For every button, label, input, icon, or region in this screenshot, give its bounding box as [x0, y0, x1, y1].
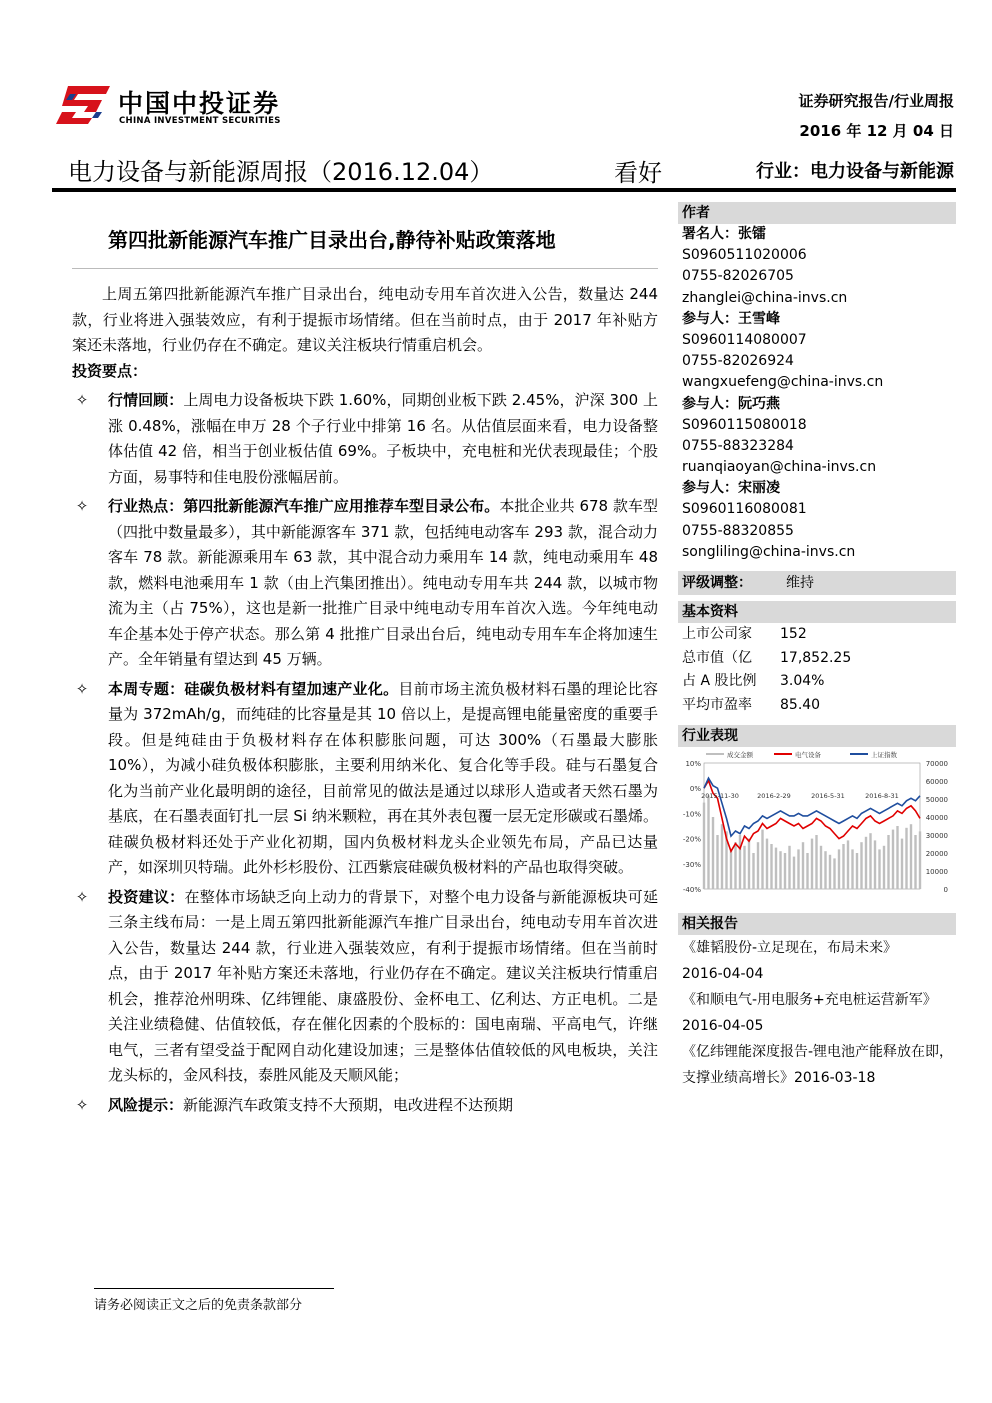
x-axis-tick-label: 2016-2-29	[757, 792, 791, 801]
right-axis-tick-label: 40000	[925, 814, 948, 822]
volume-bar	[856, 853, 858, 889]
subtitle-divider	[72, 268, 658, 269]
bullet-diamond-icon: ✧	[75, 1095, 89, 1114]
author-id: S0960511020006	[682, 247, 807, 264]
x-axis-tick-label: 2016-8-31	[865, 792, 899, 801]
volume-bar	[793, 857, 795, 889]
volume-bar	[901, 839, 903, 889]
right-axis-tick-label: 0	[943, 886, 948, 894]
volume-bar	[842, 844, 844, 889]
volume-bar	[865, 837, 867, 889]
volume-bar	[847, 840, 849, 889]
related-report-title[interactable]: 《亿纬锂能深度报告-锂电池产能释放在即，支撑业绩高增长》2016-03-18	[682, 1044, 954, 1086]
right-axis-tick-label: 10000	[925, 868, 948, 876]
bullet-text: 目前市场主流负极材料石墨的理论比容量为 372mAh/g，而纯硅的比容量是其 10 倍以上，是提高锂电能量密度的重要手段。但是纯硅由于负极材料存在体积膨胀问题，可达 300%（石墨最大膨胀 10%），为减小硅负极体积膨胀，主要利用纳米化、复合化等手段。硅与石墨复合化为当前产业化最明朗的途径，目前常见的做法是通过以球形人造或者天然石墨为基底，在石墨表面钉扎一层 Si 纳米颗粒，再在其外表包覆一层无定形碳或石墨烯。硅碳负极材料还处于产业化初期，国内负极材料龙头企业领先布局，产品已达量产，如深圳贝特瑞。此外杉杉股份、江西紫宸硅碳负极材料的产品也取得突破。	[108, 679, 658, 876]
bullet-text: 上周电力设备板块下跌 1.60%，同期创业板下跌 2.45%，沪深 300 上涨 0.48%，涨幅在申万 28 个子行业中排第 16 名。从估值层面来看，电力设备整体估值 42 倍，相当于创业板估值 69%。子板块中，充电桩和光伏表现最佳；个股方面，易事特和佳电股份涨幅居前。	[108, 391, 658, 486]
author-heading: 作者	[678, 202, 956, 224]
author-phone: 0755-82026924	[682, 353, 794, 370]
author-id: S0960114080007	[682, 331, 807, 348]
footer-disclaimer: 请务必阅读正文之后的免责条款部分	[94, 1298, 303, 1313]
basic-info-row	[678, 694, 956, 718]
volume-bar	[739, 835, 741, 889]
rating-adjust-row	[678, 571, 956, 595]
volume-bar	[788, 846, 790, 889]
bullet-diamond-icon: ✧	[75, 679, 89, 698]
volume-bar	[784, 853, 786, 889]
basic-info-key: 平均市盈率	[682, 696, 752, 713]
volume-bar	[761, 830, 763, 889]
right-axis-tick-label: 20000	[925, 850, 948, 858]
industry-performance-chart	[678, 749, 956, 901]
volume-bar	[824, 851, 826, 889]
volume-bar	[757, 842, 759, 889]
company-logo-icon	[56, 86, 110, 124]
legend-label: 成交金额	[727, 751, 753, 759]
bullet-item	[72, 1093, 658, 1119]
index-series-line	[704, 778, 920, 836]
basic-info-value: 152	[780, 626, 807, 642]
right-axis-tick-label: 50000	[925, 796, 948, 804]
volume-bar	[806, 853, 808, 889]
basic-info-value: 17,852.25	[780, 649, 852, 666]
author-role: 参与人：王雪峰	[682, 310, 780, 327]
right-axis-tick-label: 60000	[925, 778, 948, 786]
basic-info-value: 85.40	[780, 696, 821, 713]
volume-bar	[874, 840, 876, 889]
bullet-text: 本批企业共 678 款车型（四批中数量最多），其中新能源客车 371 款，包括纯电动客车 293 款，混合动力客车 78 款。新能源乘用车 63 款，其中混合动力乘用车 14 款，纯电动乘用车 48 款，燃料电池乘用车 1 款（由上汽集团推出）。纯电动专用车共 244 款，以城市物流为主（占 75%），这也是新一批推广目录中纯电动专用车首次入选。今年纯电动车企基本处于停产状态。那么第 4 批推广目录出台后，纯电动专用车车企将加速生产。全年销量有望达到 45 万辆。	[108, 497, 658, 668]
volume-bar	[887, 835, 889, 889]
legend-label: 上证指数	[871, 751, 897, 759]
basic-info-key: 占 A 股比例	[682, 673, 757, 689]
bullet-diamond-icon: ✧	[75, 391, 89, 409]
bullet-item	[72, 885, 658, 1089]
left-axis-tick-label: 10%	[685, 760, 701, 768]
industry-label: 行业：电力设备与新能源	[756, 161, 954, 182]
volume-bar	[878, 849, 880, 889]
bullet-label: 投资建议：	[108, 887, 185, 906]
volume-bar	[802, 842, 804, 889]
volume-bar	[905, 828, 907, 889]
volume-bar	[829, 855, 831, 889]
document-title: 电力设备与新能源周报（2016.12.04）	[68, 158, 494, 186]
volume-bar	[748, 839, 750, 889]
bullet-label: 风险提示：	[108, 1095, 184, 1114]
volume-bar	[779, 851, 781, 889]
bullet-item	[72, 494, 658, 673]
rating-adjust-label: 评级调整：	[682, 575, 752, 591]
logo-cn-text: 中国中投证券	[118, 89, 281, 118]
bullet-text: 新能源汽车政策支持不大预期，电改进程不达预期	[183, 1095, 514, 1114]
author-role: 参与人：阮巧燕	[682, 395, 780, 412]
intro-paragraph: 上周五第四批新能源汽车推广目录出台，纯电动专用车首次进入公告，数量达 244 款，行业将进入强装效应，有利于提振市场情绪。但在当前时点，由于 2017 年补贴方案还未落地，行业仍存在不确定。建议关注板块行情重启机会。	[72, 285, 658, 354]
volume-bar	[883, 846, 885, 889]
volume-bar	[734, 842, 736, 889]
volume-bar	[712, 817, 714, 889]
volume-bar	[716, 835, 718, 889]
bullet-label: 本周专题：硅碳负极材料有望加速产业化。	[108, 679, 399, 698]
logo-en-text: CHINA INVESTMENT SECURITIES	[119, 116, 281, 126]
bullet-label: 行业热点：第四批新能源汽车推广应用推荐车型目录公布。	[108, 497, 500, 515]
volume-bar	[797, 849, 799, 889]
bullet-label: 行情回顾：	[108, 391, 184, 409]
volume-bar	[838, 849, 840, 889]
left-axis-tick-label: -30%	[682, 860, 701, 869]
right-axis-tick-label: 70000	[925, 760, 948, 768]
basic-info-key: 上市公司家	[682, 626, 752, 642]
author-phone: 0755-88323284	[682, 437, 794, 454]
rating-adjust-value: 维持	[786, 575, 814, 591]
volume-bar	[815, 835, 817, 889]
bullet-diamond-icon: ✧	[75, 887, 89, 906]
volume-bar	[730, 849, 732, 889]
bullet-diamond-icon: ✧	[75, 497, 89, 515]
volume-bar	[770, 844, 772, 889]
volume-bar	[910, 824, 912, 889]
related-report-date: 2016-04-04	[682, 966, 764, 982]
volume-bar	[833, 858, 835, 889]
volume-bar	[851, 849, 853, 889]
rating-label: 看好	[614, 159, 662, 187]
sidebar	[678, 202, 956, 1091]
left-axis-tick-label: -10%	[682, 810, 701, 819]
basic-info-key: 总市值（亿	[682, 649, 752, 666]
author-phone: 0755-82026705	[682, 268, 794, 285]
performance-heading: 行业表现	[678, 725, 956, 747]
volume-bar	[721, 824, 723, 889]
volume-bar	[820, 846, 822, 889]
basic-info-row	[678, 623, 956, 647]
volume-bar	[743, 846, 745, 889]
bullet-item	[72, 677, 658, 881]
main-content	[72, 282, 658, 1118]
volume-bar	[703, 803, 705, 889]
report-type: 证券研究报告/行业周报	[798, 92, 954, 110]
author-email[interactable]: zhanglei@china-invs.cn	[682, 289, 848, 306]
volume-bar	[919, 831, 921, 889]
volume-bar	[892, 830, 894, 889]
related-report-title[interactable]: 《雄韬股份-立足现在，布局未来》	[682, 940, 898, 956]
author-role: 参与人：宋丽凌	[682, 480, 780, 497]
author-phone: 0755-88320855	[682, 522, 794, 539]
author-id: S0960116080081	[682, 501, 807, 518]
basic-info-row	[678, 670, 956, 694]
volume-bar	[766, 839, 768, 889]
volume-bar	[811, 839, 813, 889]
volume-bar	[752, 853, 754, 889]
right-axis-tick-label: 30000	[925, 832, 948, 840]
left-axis-tick-label: -40%	[682, 886, 701, 894]
related-report-title[interactable]: 《和顺电气-用电服务+充电桩运营新军》	[682, 992, 937, 1008]
left-axis-tick-label: -20%	[682, 835, 701, 844]
related-reports-heading: 相关报告	[678, 913, 956, 935]
left-axis-tick-label: 0%	[689, 785, 701, 794]
volume-bar	[860, 842, 862, 889]
report-subtitle: 第四批新能源汽车推广目录出台,静待补贴政策落地	[108, 228, 556, 252]
author-email[interactable]: ruanqiaoyan@china-invs.cn	[682, 459, 877, 476]
author-role: 署名人：张镭	[682, 226, 766, 242]
basic-info-heading: 基本资料	[678, 601, 956, 623]
author-id: S0960115080018	[682, 416, 807, 433]
report-date: 2016 年 12 月 04 日	[799, 122, 954, 140]
key-points-heading: 投资要点：	[72, 361, 148, 380]
x-axis-tick-label: 2015-11-30	[701, 792, 739, 801]
bullet-item	[72, 388, 658, 490]
volume-bar	[914, 835, 916, 889]
legend-label: 电气设备	[795, 751, 821, 759]
volume-bar	[775, 848, 777, 889]
basic-info-row	[678, 647, 956, 671]
x-axis-tick-label: 2016-5-31	[811, 792, 845, 801]
author-email[interactable]: songliling@china-invs.cn	[682, 543, 856, 560]
volume-bar	[707, 795, 709, 889]
footer-divider	[94, 1288, 334, 1289]
author-email[interactable]: wangxuefeng@china-invs.cn	[682, 374, 884, 391]
related-report-date: 2016-04-05	[682, 1018, 764, 1034]
bullet-text: 在整体市场缺乏向上动力的背景下，对整个电力设备与新能源板块可延三条主线布局：一是上周五第四批新能源汽车推广目录出台，纯电动专用车首次进入公告，数量达 244 款，行业进入强装效应，有利于提振市场情绪。但在当前时点，由于 2017 年补贴方案还未落地，行业仍存在不确定。建议关注板块行情重启机会，推荐沧州明珠、亿纬锂能、康盛股份、金杯电工、亿利达、方正电机。二是关注业绩稳健、估值较低，存在催化因素的个股标的：国电南瑞、平高电气，许继电气，三者有望受益于配网自动化建设加速；三是整体估值较低的风电板块，关注龙头标的，金风科技，泰胜风能及天顺风能；	[108, 887, 658, 1084]
volume-bar	[869, 833, 871, 889]
volume-bar	[896, 826, 898, 889]
basic-info-value: 3.04%	[780, 673, 825, 689]
